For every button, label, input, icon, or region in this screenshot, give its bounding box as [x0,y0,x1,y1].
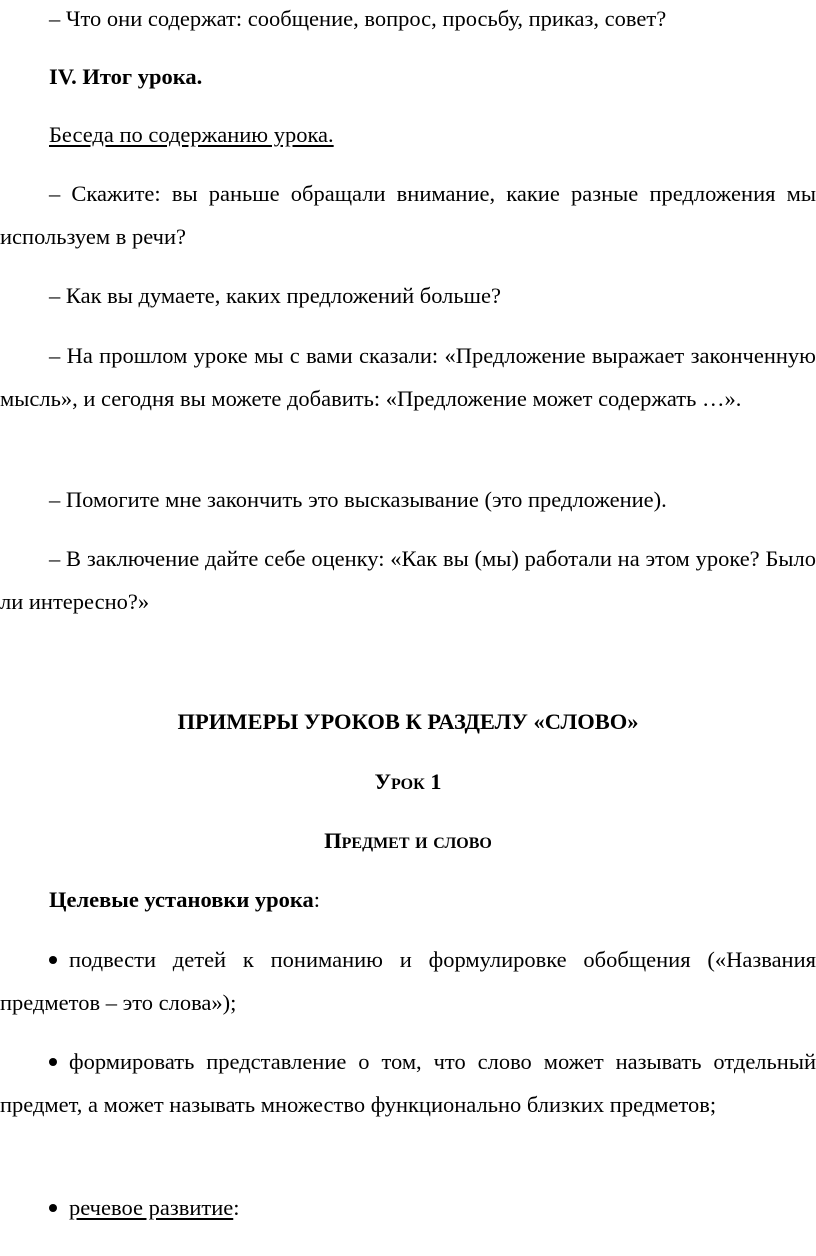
bullet-icon [49,956,57,964]
goals-heading [0,878,816,921]
paragraph-different-sentences: – Скажите: вы раньше обращали внимание, какие разные предложения мы используем в речи? [0,181,816,249]
bullet-icon [49,1204,57,1212]
goal-item-3 [0,1186,816,1229]
paragraph-self-assessment: – В заключение дайте себе оценку: «Как вы (мы) работали на этом уроке? Было ли интересно?» [0,546,816,614]
paragraph-question-content: – Что они содержат: сообщение, вопрос, просьбу, приказ, совет? [49,6,667,31]
subheading-wrapper [0,113,816,156]
goal-item-2 [0,1040,816,1126]
paragraph-last-lesson: – На прошлом уроке мы с вами сказали: «Предложение выражает законченную мысль», и сегодня вы можете добавить: «Предложение может содержать …». [0,343,816,411]
goals-label-suffix: : [313,887,321,912]
bullet-icon [49,1058,57,1066]
paragraph-finish-statement: – Помогите мне закончить это высказывание (это предложение). [49,487,667,512]
goal-item-text: подвести детей к пониманию и формулировке обобщения («Названия предметов – это слова»); [0,947,816,1015]
goals-label: Целевые установки урока [49,887,314,912]
goal-item-suffix: : [233,1195,240,1220]
lesson-topic: Предмет и слово [324,828,492,853]
goal-item-text: формировать представление о том, что слово может называть отдельный предмет, а может называть множество функционально близких предметов; [0,1049,816,1117]
paragraph-which-more: – Как вы думаете, каких предложений больше? [49,283,501,308]
section-title: ПРИМЕРЫ УРОКОВ К РАЗДЕЛУ «СЛОВО» [177,709,639,734]
heading-lesson-summary: IV. Итог урока. [49,64,203,89]
subheading-lesson-discussion: Беседа по содержанию урока. [49,122,334,147]
goal-item-1 [0,938,816,1024]
lesson-number: Урок 1 [374,769,442,794]
goal-item-speech-development: речевое развитие [69,1195,234,1220]
